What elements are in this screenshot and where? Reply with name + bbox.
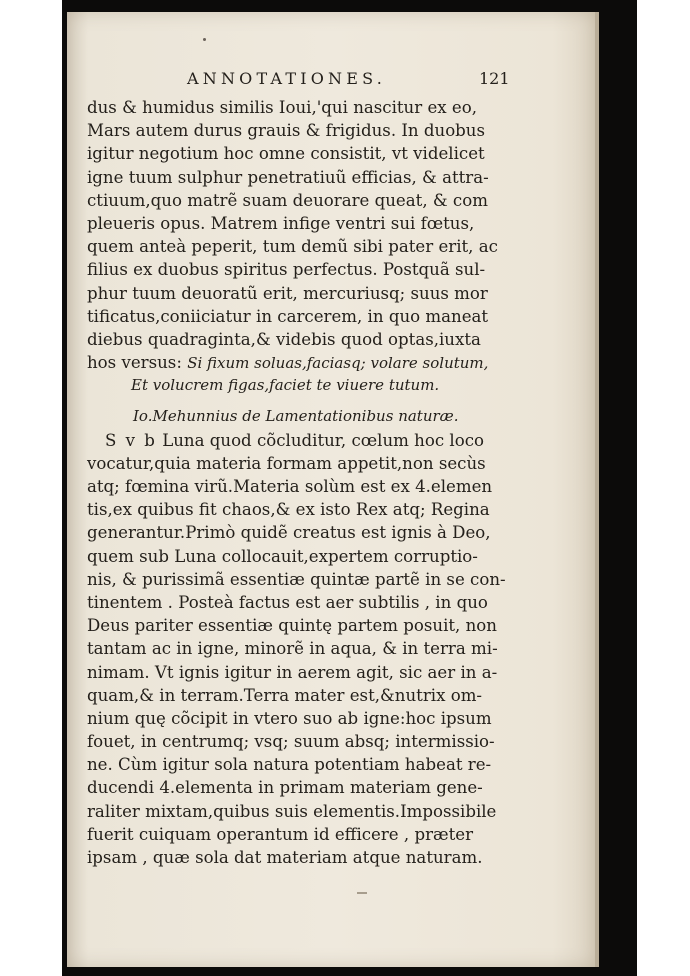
text-line: phur tuum deuoratũ erit, mercuriusq; suus mor [87,283,488,303]
section-first-line [87,429,579,452]
text-line: ipsam , quæ sola dat materiam atque naturam. [87,848,483,867]
text-line: vocatur,quia materia formam appetit,non secùs [87,453,486,473]
section-first-line-text: Luna quod cõcluditur, cœlum hoc loco [156,430,484,450]
section-initial: S v b [105,430,157,450]
verse-line-2: Et volucrem figas,faciet te viuere tutum. [131,376,440,395]
main-text [87,96,579,869]
text-line: tantam ac in igne, minorẽ in aqua, & in terra mi- [87,639,498,659]
running-head [67,69,595,93]
section-heading: Io.Mehunnius de Lamentationibus naturæ. [133,407,459,426]
text-line: quem sub Luna collocauit,expertem corruptio- [87,546,478,566]
text-line: Deus pariter essentiæ quintę partem posuit, non [87,616,497,636]
page-edge [595,12,599,967]
book-page [67,12,595,967]
text-line: tinentem . Posteà factus est aer subtilis , in quo [87,592,488,612]
verse-line-1: Si fixum soluas,faciasq; volare solutum, [187,354,489,373]
text-line: filius ex duobus spiritus perfectus. Postquã sul- [87,260,486,280]
ink-speck [203,38,206,41]
text-line: nis, & purissimã essentiæ quintæ partẽ in se con- [87,569,506,589]
text-line: atq; fœmina virũ.Materia solùm est ex 4.elemen [87,477,493,496]
verse-intro: hos versus: [87,353,182,373]
page-number: 121 [479,69,510,88]
text-line: ducendi 4.elementa in primam materiam gene- [87,778,483,798]
text-line: generantur.Primò quidẽ creatus est ignis à Deo, [87,523,491,543]
text-line: ctiuum,quo matrẽ suam deuorare queat, & com [87,190,488,210]
text-line: diebus quadraginta,& videbis quod optas,iuxta [87,329,481,349]
text-line: dus & humidus similis Ioui,'qui nascitur ex eo, [87,98,477,117]
ink-speck-lower [357,892,367,894]
text-line: tificatus,coniiciatur in carcerem, in quo maneat [87,306,489,326]
text-line: quam,& in terram.Terra mater est,&nutrix om- [87,685,483,705]
text-line: fouet, in centrumq; vsq; suum absq; intermissio- [87,732,495,752]
text-line: quem anteà peperit, tum demũ sibi pater erit, ac [87,237,498,257]
text-line: Mars autem durus grauis & frigidus. In duobus [87,121,486,141]
verse-intro-line [87,351,579,374]
text-line: igne tuum sulphur penetratiuũ efficias, & attra- [87,167,489,187]
text-line: nium quę cõcipit in vtero suo ab igne:hoc ipsum [87,708,492,728]
text-line: fuerit cuiquam operantum id efficere , præter [87,824,474,844]
text-line: raliter mixtam,quibus suis elementis.Impossibile [87,801,497,821]
running-head-title: ANNOTATIONES. [187,69,387,88]
text-line: igitur negotium hoc omne consistit, vt videlicet [87,144,485,164]
section-gap [87,397,579,405]
text-line: pleueris opus. Matrem infige ventri sui fœtus, [87,213,475,233]
text-line: ne. Cùm igitur sola natura potentiam habeat re- [87,755,492,775]
text-line: nimam. Vt ignis igitur in aerem agit, sic aer in a- [87,662,498,682]
text-line: tis,ex quibus fit chaos,& ex isto Rex atq; Regina [87,500,490,520]
